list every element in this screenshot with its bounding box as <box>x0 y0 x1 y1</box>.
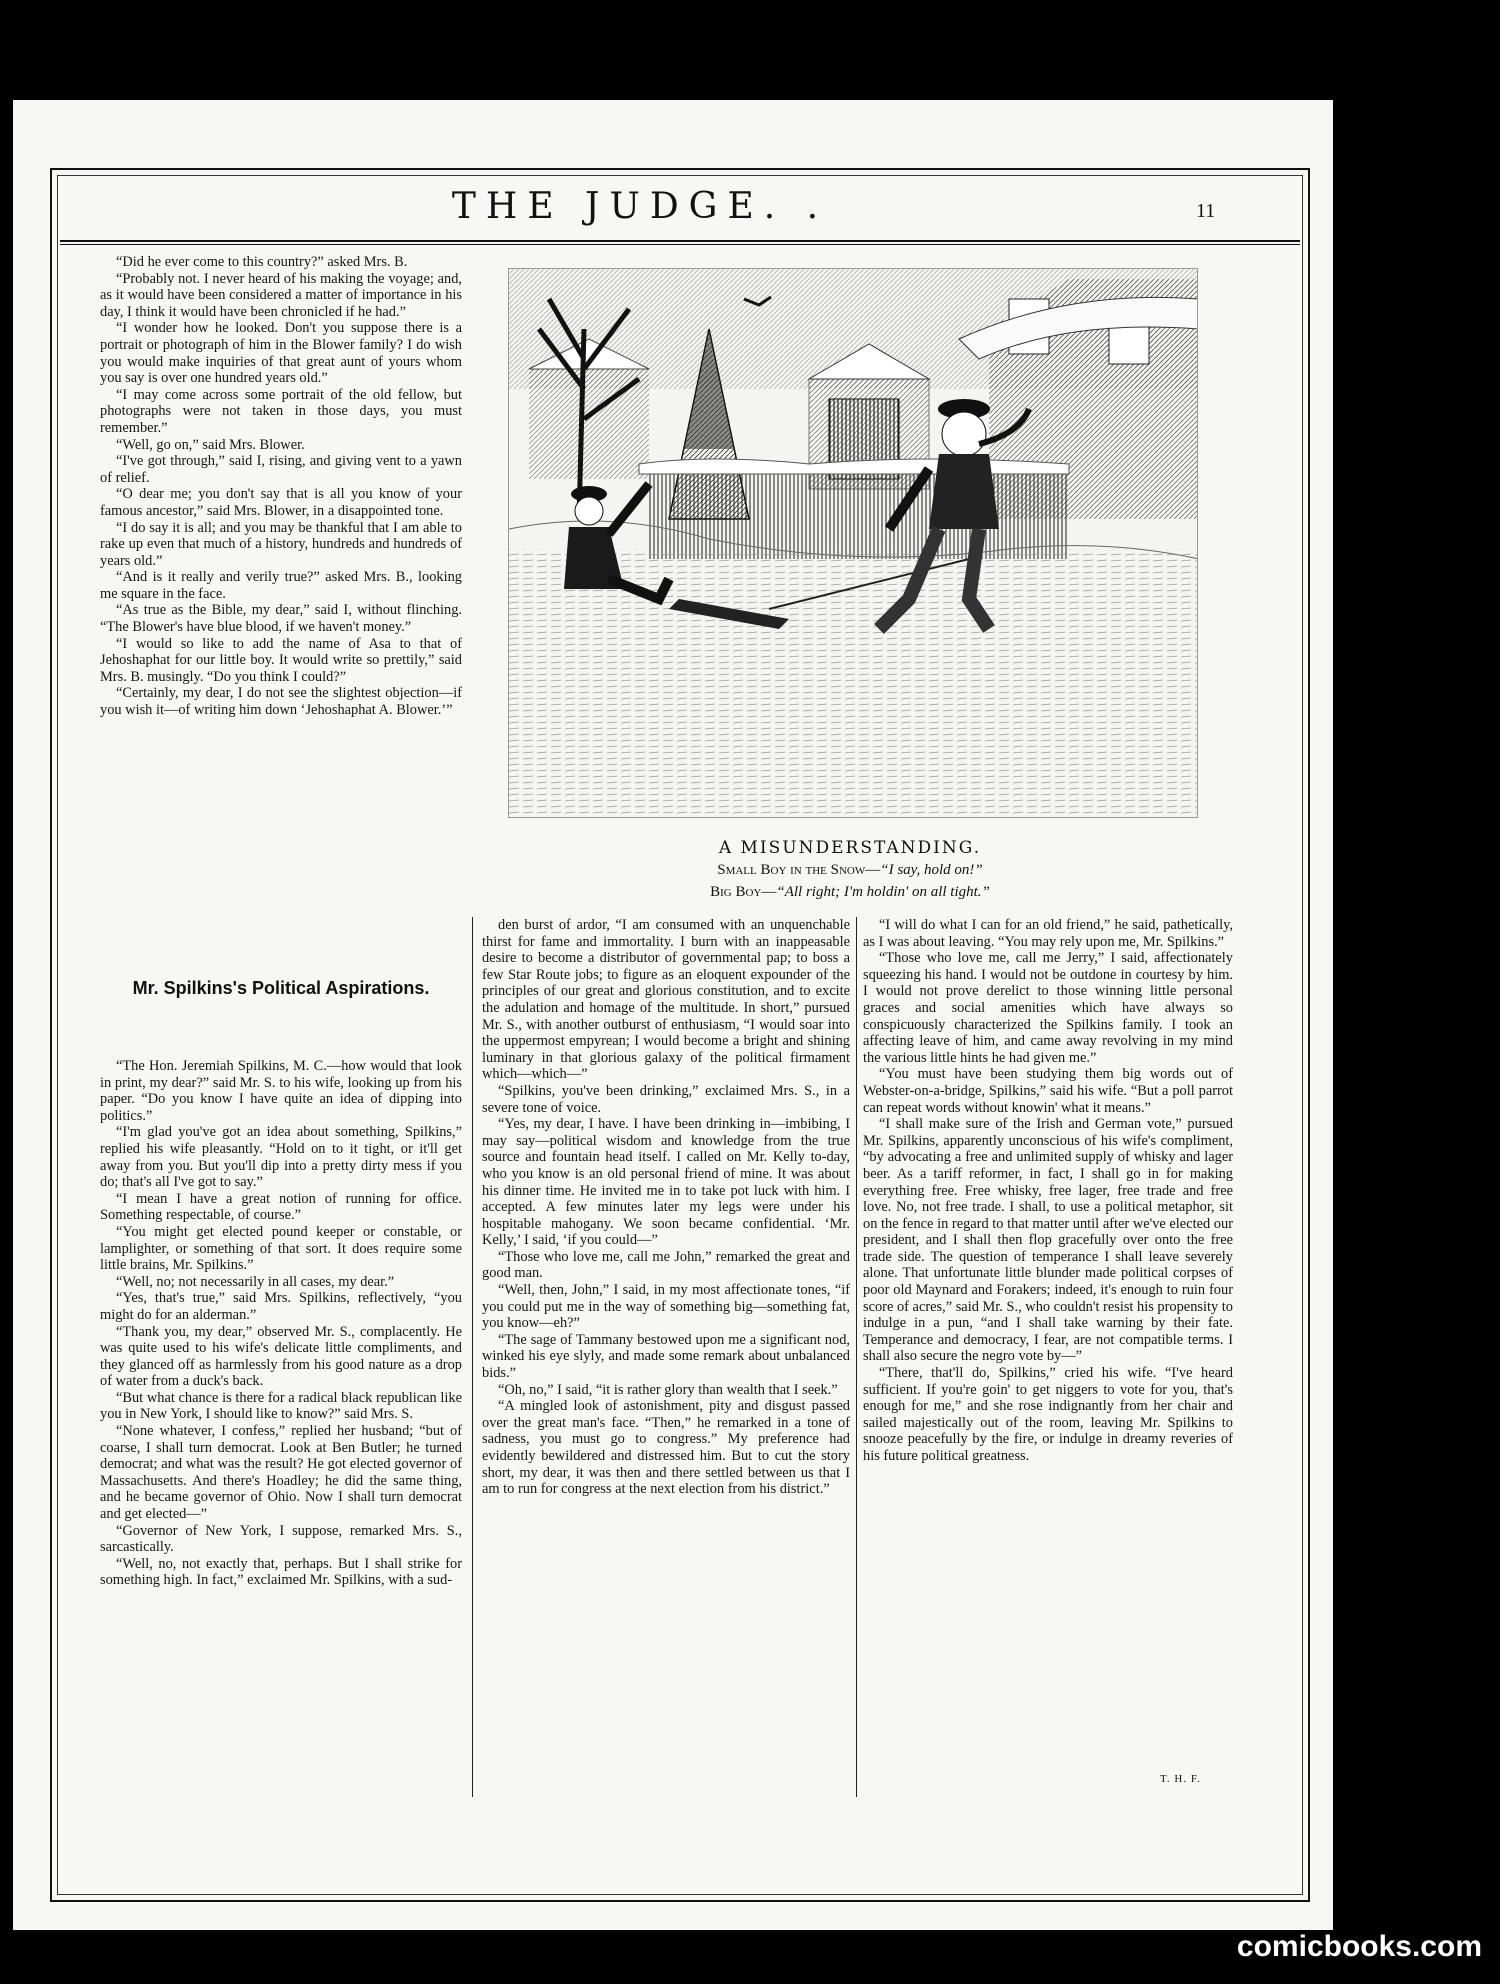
caption-speaker-big-boy: Big Boy— <box>710 884 777 900</box>
paragraph: “None whatever, I confess,” replied her husband; “but of coarse, I shall turn democrat. Look at Ben Butler; he turned democrat; and what was the result? He got elected governor of Massachusetts. And there's Hoadley; he did the same thing, and he became governor of Ohio. Now I shall turn democrat and get elected—” <box>100 1423 462 1523</box>
paragraph: “The sage of Tammany bestowed upon me a significant nod, winked his eye slyly, and made some remark about unbalanced bids.” <box>482 1331 850 1382</box>
caption-quote-2: “All right; I'm holdin' on all tight.” <box>776 884 990 900</box>
illustration-drawing <box>509 269 1198 818</box>
paragraph: “I may come across some portrait of the old fellow, but photographs were not taken in those days, you must remember.” <box>100 386 462 436</box>
paragraph: “The Hon. Jeremiah Spilkins, M. C.—how would that look in print, my dear?” said Mr. S. to his wife, looking up from his paper. “Do you know I have quite an idea of dipping into politics.” <box>100 1058 462 1124</box>
paragraph: “Probably not. I never heard of his making the voyage; and, as it would have been considered a matter of importance in his day, I think it would have been chronicled if he had.” <box>100 270 462 320</box>
paragraph: “Certainly, my dear, I do not see the slightest objection—if you wish it—of writing him down ‘Jehoshaphat A. Blower.’” <box>100 685 462 719</box>
paragraph: “Oh, no,” I said, “it is rather glory than wealth that I seek.” <box>498 1381 838 1398</box>
paragraph: “But what chance is there for a radical black republican like you in New York, I should like to know?” said Mrs. S. <box>100 1389 462 1423</box>
paragraph: “I will do what I can for an old friend,” he said, pathetically, as I was about leaving. “You may rely upon me, Mr. Spilkins.” <box>863 917 1233 950</box>
paragraph: “I wonder how he looked. Don't you suppose there is a portrait or photograph of him in the Blower family? I do wish you would make inquiries of that great aunt of yours whom you say is over one hundred years old.” <box>100 320 462 387</box>
page-number: 11 <box>1196 200 1216 222</box>
paragraph: “A mingled look of astonishment, pity and disgust passed over the great man's face. “Then,” he remarked in a tone of sadness, you must go to congress.” My preference had evidently bewildered and distressed him. But to cut the story short, my dear, it was then and there settled between us that I am to run for congress at the next election from his district.” <box>482 1398 850 1498</box>
paragraph: “Thank you, my dear,” observed Mr. S., complacently. He was quite used to his wife's delicate little compliments, and they glanced off as harmlessly from his good nature as a drop of water from a duck's back. <box>100 1323 462 1390</box>
masthead-rule <box>60 240 1300 242</box>
column-2 <box>482 917 850 1498</box>
paragraph: “O dear me; you don't say that is all you know of your famous ancestor,” said Mrs. Blower, in a disappointed tone. <box>100 486 462 519</box>
paragraph: “As true as the Bible, my dear,” said I, without flinching. “The Blower's have blue blood, if we haven't money.” <box>100 602 462 636</box>
paragraph: “Yes, my dear, I have. I have been drinking in—imbibing, I may say—political wisdom and knowledge from the true source and fountain head itself. I called on Mr. Kelly to-day, who you know is an old personal friend of mine. It was about his dinner time. He invited me in to take pot luck with him. I accepted. A few minutes later my legs were under his hospitable mahogany. We soon became confidential. ‘Mr. Kelly,’ I said, ‘if you could—” <box>482 1116 850 1249</box>
masthead: THE JUDGE. . <box>451 186 829 227</box>
article-headline: Mr. Spilkins's Political Aspirations. <box>132 978 430 998</box>
paragraph: “I've got through,” said I, rising, and giving vent to a yawn of relief. <box>100 453 462 486</box>
paragraph: den burst of ardor, “I am consumed with an unquenchable thirst for fame and immortality. I burn with an inappeasable desire to become a distributor of governmental pap; to boss a few Star Route jobs; to figure as an eloquent expounder of the principles of our great and glorious constitution, and to excite the adulation and homage of the multitude. In short,” pursued Mr. S., with another outburst of enthusiasm, “I would soar into the uppermost empyrean; I would become a bright and shining luminary in that glorious galaxy of the political firmament which—which—” <box>482 917 850 1083</box>
column-divider-2 <box>856 917 857 1797</box>
paragraph: “Well, go on,” said Mrs. Blower. <box>116 436 305 453</box>
author-signature: T. H. F. <box>1160 1773 1201 1785</box>
column-3 <box>863 917 1233 1465</box>
illustration-misunderstanding <box>508 268 1198 818</box>
paragraph: “You must have been studying them big words out of Webster-on-a-bridge, Spilkins,” said his wife. “But a poll parrot can repeat words without knowin' what it means.” <box>863 1066 1233 1116</box>
paragraph: “There, that'll do, Spilkins,” cried his wife. “I've heard sufficient. If you're goin' to get niggers to vote for you, that's enough for me,” and she rose indignantly from her chair and sailed majestically out of the room, leaving Mr. Spilkins to snooze peacefully by the fire, or indulge in dreamy reveries of his future political greatness. <box>863 1365 1233 1464</box>
site-watermark: comicbooks.com <box>1236 1930 1482 1963</box>
paragraph: “I shall make sure of the Irish and German vote,” pursued Mr. Spilkins, apparently unconscious of his wife's compliment, “by advocating a free and unlimited supply of whisky and lager beer. As a tariff reformer, in fact, I shall go in for making everything free. Free whisky, free lager, free trade and free love. No, not free trade. I shall, to use a political metaphor, sit on the fence in regard to that matter until after we've elected our president, and I shall then flop gracefully over onto the free trade side. The question of temperance I shall leave severely alone. That unfortunate little blunder made political corpses of poor old Maynard and Forakers; indeed, it's enough to ruin four score of acres,” said Mr. S., who couldn't resist his propensity to indulge in a pun, “and I shall take warning by their fate. Temperance and democracy, I fear, are not compatible terms. I shall also secure the negro vote by—” <box>863 1116 1233 1365</box>
paragraph: “Spilkins, you've been drinking,” exclaimed Mrs. S., in a severe tone of voice. <box>482 1082 850 1116</box>
paragraph: “Did he ever come to this country?” asked Mrs. B. <box>116 254 408 270</box>
paragraph: “Well, no, not exactly that, perhaps. But I shall strike for something high. In fact,” exclaimed Mr. Spilkins, with a sud- <box>100 1555 462 1589</box>
paragraph: “Well, then, John,” I said, in my most affectionate tones, “if you could put me in the way of something big—something fat, you know—eh?” <box>482 1282 850 1332</box>
paragraph: “I would so like to add the name of Asa to that of Jehoshaphat for our little boy. It would write so prettily,” said Mrs. B. musingly. “Do you think I could?” <box>100 635 462 685</box>
paragraph: “Well, no; not necessarily in all cases, my dear.” <box>116 1273 395 1290</box>
masthead-rule-thin <box>60 244 1300 245</box>
paragraph: “I do say it is all; and you may be thankful that I am able to rake up even that much of a history, hundreds and hundreds of years old.” <box>100 519 462 569</box>
paragraph: “Those who love me, call me Jerry,” I said, affectionately squeezing his hand. I would not be outdone in courtesy by him. I would not prove derelict to those winning little personal graces and social amenities which have always so conspicuously characterized the Spilkins family. I took an affecting leave of him, and came away revolving in my mind the various little hints he had given me.” <box>863 950 1233 1066</box>
paragraph: “Yes, that's true,” said Mrs. Spilkins, reflectively, “you might do for an alderman.” <box>100 1290 462 1323</box>
caption-line-2 <box>520 884 1180 901</box>
paragraph: “I'm glad you've got an idea about something, Spilkins,” replied his wife pleasantly. “Hold on to it tight, or it'll get away from you. But you'll dip into a pretty dirty mess if you do; that's all I've got to say.” <box>100 1124 462 1191</box>
paragraph: “I mean I have a great notion of running for office. Something respectable, of course.” <box>100 1190 462 1224</box>
paragraph: “Governor of New York, I suppose, remarked Mrs. S., sarcastically. <box>100 1522 462 1556</box>
paragraph: “And is it really and verily true?” asked Mrs. B., looking me square in the face. <box>100 569 462 602</box>
caption-quote-1: “I say, hold on!” <box>880 862 983 878</box>
caption-line-1 <box>520 862 1180 879</box>
column-1-bottom <box>100 1058 462 1589</box>
paragraph: “Those who love me, call me John,” remarked the great and good man. <box>482 1248 850 1282</box>
column-1-top <box>100 254 462 719</box>
caption-speaker-small-boy: Small Boy in the Snow— <box>717 862 881 878</box>
column-divider-1 <box>472 917 473 1797</box>
paragraph: “You might get elected pound keeper or constable, or lamplighter, or something of that sort. It does require some little brains, Mr. Spilkins.” <box>100 1223 462 1274</box>
picket-fence <box>639 459 1069 559</box>
caption-title: A MISUNDERSTANDING. <box>718 838 982 858</box>
